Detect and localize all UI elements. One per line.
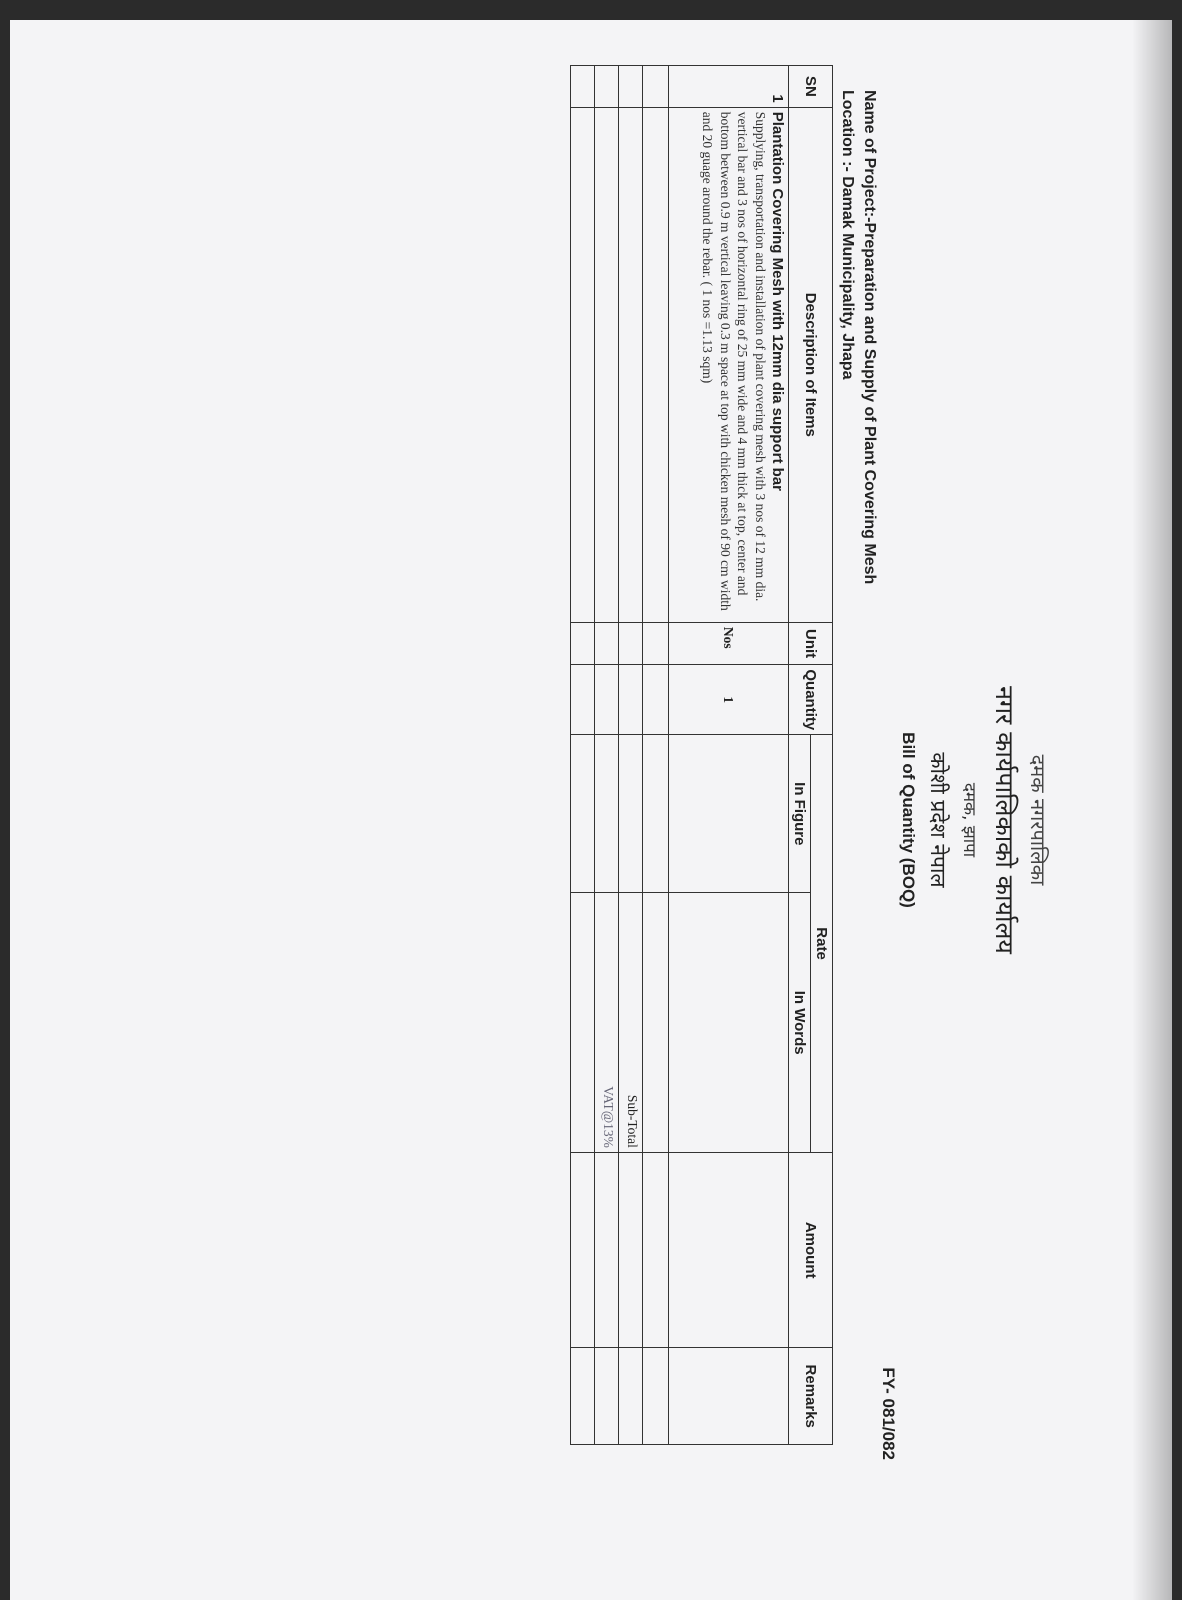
fiscal-year: FY- 081/082 <box>879 1367 898 1460</box>
col-rate: Rate <box>811 735 833 1153</box>
empty-cell <box>595 1348 619 1445</box>
col-rate-in-figure: In Figure <box>789 735 811 893</box>
empty-cell <box>619 107 643 622</box>
empty-cell <box>571 107 595 622</box>
col-remarks: Remarks <box>789 1348 833 1445</box>
subtotal-row <box>619 66 643 1445</box>
vat-label: VAT@13% <box>595 893 619 1152</box>
empty-cell <box>571 735 595 893</box>
scanned-sheet <box>10 20 1172 1600</box>
row-sn: 1 <box>669 66 789 108</box>
project-location: Location :- Damak Municipality, Jhapa <box>839 90 856 380</box>
empty-row <box>643 66 669 1445</box>
empty-cell <box>619 622 643 665</box>
vat-amount <box>595 1152 619 1348</box>
row-item-description: Supplying, transportation and installation of plant covering mesh with 3 nos of 12 mm dia. vertical bar and 3 nos of horizontal ring of 25 mm wide and 4 mm thick at top, center and bottom between 0.9 m vertical leaving 0.3 m space at top with chicken mesh of 90 cm width and 20 guage around the rebar. ( 1 nos =1.13 sqm) <box>700 111 768 611</box>
row-quantity: 1 <box>669 665 789 735</box>
empty-row <box>571 66 595 1445</box>
empty-cell <box>643 735 669 893</box>
row-unit: Nos <box>669 622 789 665</box>
row-rate-in-words <box>669 893 789 1152</box>
empty-cell <box>571 622 595 665</box>
boq-page <box>10 50 1130 1590</box>
empty-cell <box>595 665 619 735</box>
empty-cell <box>595 622 619 665</box>
empty-cell <box>619 665 643 735</box>
empty-cell <box>643 107 669 622</box>
empty-cell <box>571 893 595 1152</box>
empty-cell <box>643 1152 669 1348</box>
empty-cell <box>619 66 643 108</box>
project-name: Name of Project:-Preparation and Supply of Plant Covering Mesh <box>861 90 878 585</box>
row-amount <box>669 1152 789 1348</box>
empty-cell <box>595 107 619 622</box>
empty-cell <box>619 1348 643 1445</box>
vat-row <box>595 66 619 1445</box>
row-item-title: Plantation Covering Mesh with 12mm dia support bar <box>769 111 786 491</box>
empty-cell <box>643 893 669 1152</box>
empty-cell <box>643 622 669 665</box>
col-amount: Amount <box>789 1152 833 1348</box>
office-name: नगर कार्यपालिकाको कार्यालय <box>990 686 1019 954</box>
empty-cell <box>571 665 595 735</box>
province-name: कोशी प्रदेश नेपाल <box>926 752 950 888</box>
empty-cell <box>619 735 643 893</box>
subtotal-amount <box>619 1152 643 1348</box>
municipality-name: दमक नगरपालिका <box>1026 754 1050 886</box>
col-quantity: Quantity <box>789 665 833 735</box>
col-sn: SN <box>789 66 833 108</box>
empty-cell <box>571 1348 595 1445</box>
empty-cell <box>643 66 669 108</box>
empty-cell <box>643 665 669 735</box>
table-header-row <box>811 66 833 1445</box>
col-description: Description of Items <box>789 107 833 622</box>
table-row <box>669 66 789 1445</box>
row-rate-in-figure <box>669 735 789 893</box>
empty-cell <box>571 1152 595 1348</box>
col-rate-in-words: In Words <box>789 893 811 1152</box>
empty-cell <box>643 1348 669 1445</box>
subtotal-label: Sub-Total <box>619 893 643 1152</box>
office-address: दमक, झापा <box>959 782 979 858</box>
empty-cell <box>595 735 619 893</box>
empty-cell <box>571 66 595 108</box>
row-description-cell <box>669 107 789 622</box>
row-remarks <box>669 1348 789 1445</box>
document-title: Bill of Quantity (BOQ) <box>899 732 918 908</box>
boq-table <box>570 65 833 1445</box>
empty-cell <box>595 66 619 108</box>
col-unit: Unit <box>789 622 833 665</box>
